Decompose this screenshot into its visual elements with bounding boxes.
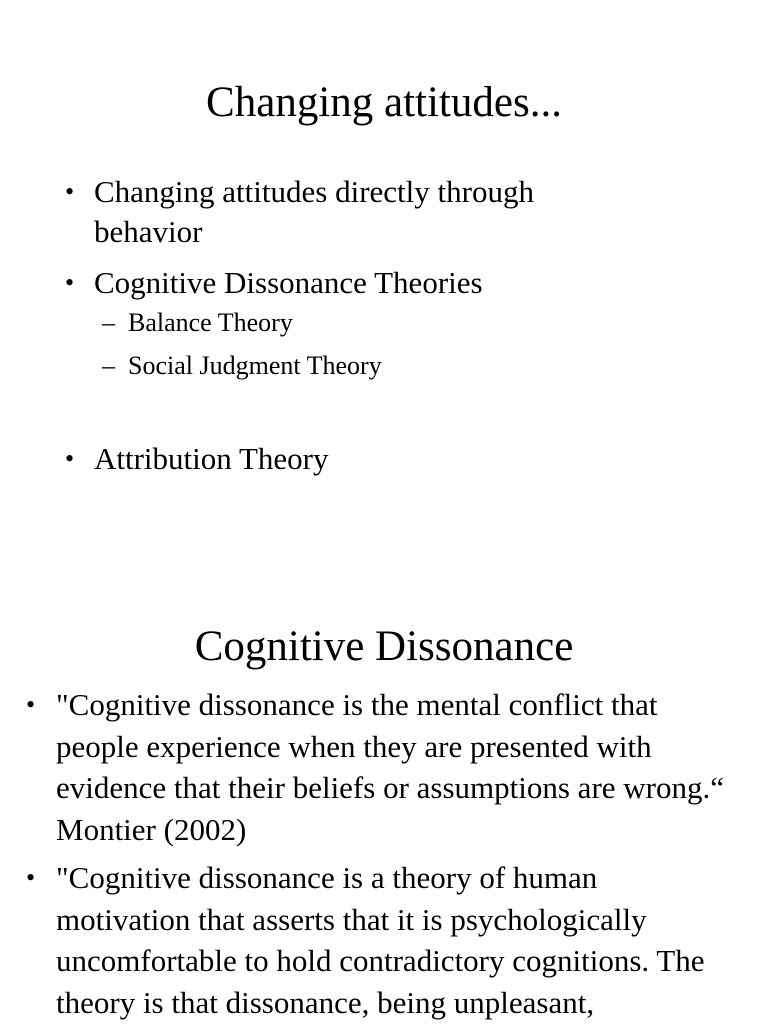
list-item-text: "Cognitive dissonance is the mental conflict that people experience when they are presented with evidence that their beliefs or assumptions are wrong.“ Montier (2002): [56, 687, 724, 847]
list-item: [65, 172, 614, 252]
bullet-icon: •: [26, 863, 36, 892]
list-item: [65, 263, 714, 303]
dash-icon: –: [102, 351, 115, 380]
list-item: [26, 857, 736, 1023]
sub-list-item: [102, 349, 714, 383]
sub-list-item: [102, 306, 714, 340]
list-item: [65, 439, 714, 479]
bullet-list: [65, 172, 714, 479]
list-item-text: Attribution Theory: [94, 441, 329, 476]
list-item-text: Social Judgment Theory: [128, 351, 382, 380]
slide-cognitive-dissonance: [0, 580, 768, 1024]
list-item: [26, 684, 736, 850]
list-item-text: Balance Theory: [128, 308, 293, 337]
list-item-text: "Cognitive dissonance is a theory of human motivation that asserts that it is psychologically uncomfortable to hold contradictory cognitions. The theory is that dissonance, being unpleasant,: [56, 860, 705, 1020]
bullet-icon: •: [26, 690, 36, 719]
slide-title: Changing attitudes...: [206, 79, 562, 126]
dash-icon: –: [102, 308, 115, 337]
bullet-icon: •: [65, 177, 75, 206]
bullet-icon: •: [65, 444, 75, 473]
slide-title: Cognitive Dissonance: [194, 623, 574, 670]
bullet-icon: •: [65, 268, 75, 297]
list-item-text: Cognitive Dissonance Theories: [94, 265, 483, 300]
bullet-list: [26, 684, 736, 1023]
list-item-text: Changing attitudes directly through behavior: [94, 174, 534, 249]
